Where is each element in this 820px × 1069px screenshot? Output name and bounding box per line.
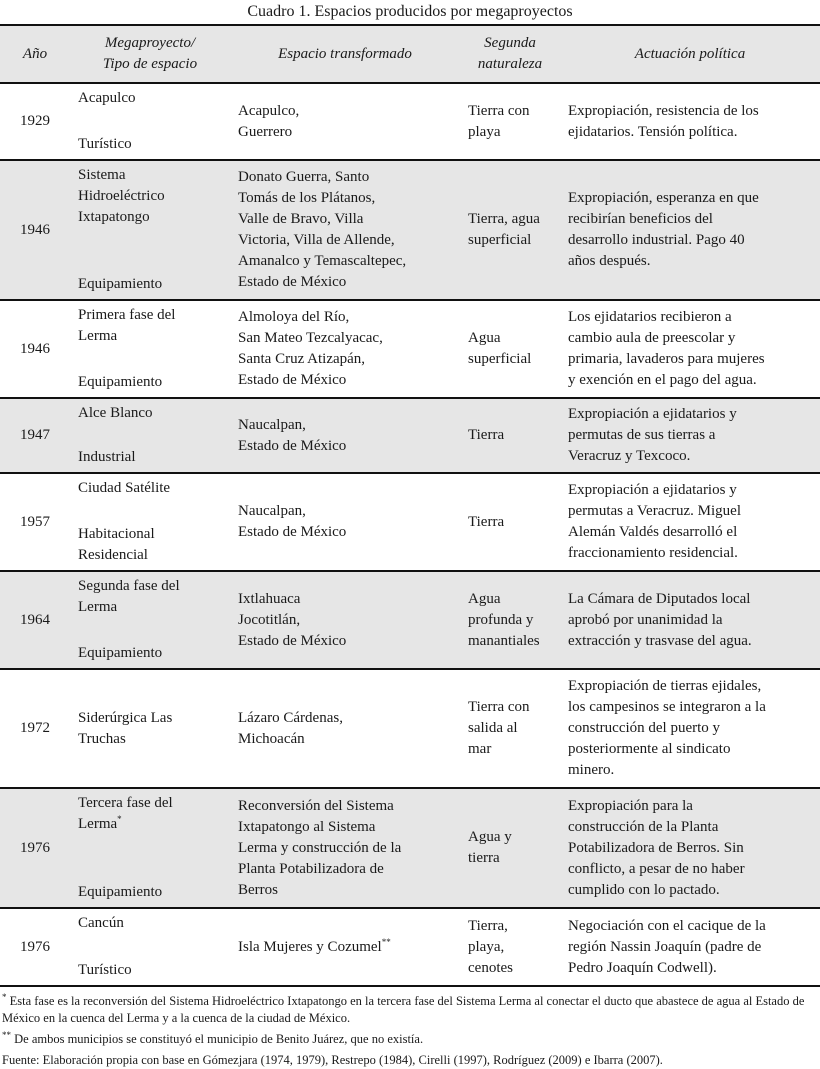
cell-megaproject xyxy=(70,160,230,300)
cell-space: Ixtlahuaca Jocotitlán, Estado de México xyxy=(230,571,460,669)
cell-megaproject xyxy=(70,571,230,669)
cell-space: Naucalpan, Estado de México xyxy=(230,473,460,571)
cell-megaproject xyxy=(70,300,230,398)
cell-space: Acapulco, Guerrero xyxy=(230,83,460,160)
cell-action: Expropiación a ejidatarios y permutas a Veracruz. Miguel Alemán Valdés desarrolló el fraccionamiento residencial. xyxy=(560,473,820,571)
footnote-mark: * xyxy=(117,814,122,824)
megaproject-stack xyxy=(78,674,224,783)
footnote xyxy=(2,1031,818,1048)
cell-space: Isla Mujeres y Cozumel** xyxy=(230,908,460,986)
footnote-text: De ambos municipios se constituyó el municipio de Benito Juárez, que no existía. xyxy=(14,1032,424,1046)
footnote-mark: ** xyxy=(2,1029,11,1040)
cell-space: Almoloya del Río, San Mateo Tezcalyacac, Santa Cruz Atizapán, Estado de México xyxy=(230,300,460,398)
cell-megaproject xyxy=(70,908,230,986)
cell-space: Naucalpan, Estado de México xyxy=(230,398,460,473)
table-row xyxy=(0,669,820,788)
megaproject-name: Tercera fase del Lerma* xyxy=(78,795,173,832)
footnote-mark: * xyxy=(2,991,7,1002)
cell-nature: Agua y tierra xyxy=(460,788,560,908)
space-type: Equipamiento xyxy=(78,276,163,292)
cell-nature: Tierra, playa, cenotes xyxy=(460,908,560,986)
table-row xyxy=(0,398,820,473)
cell-action: Expropiación, resistencia de los ejidatarios. Tensión política. xyxy=(560,83,820,160)
header-space: Espacio transformado xyxy=(230,25,460,83)
cell-megaproject xyxy=(70,473,230,571)
cell-nature: Agua superficial xyxy=(460,300,560,398)
cell-space: Reconversión del Sistema Ixtapatongo al Sistema Lerma y construcción de la Planta Potabilizadora de Berros xyxy=(230,788,460,908)
cell-year: 1947 xyxy=(0,398,70,473)
table-row xyxy=(0,908,820,986)
megaprojects-table xyxy=(0,24,820,987)
cell-action: Los ejidatarios recibieron a cambio aula de preescolar y primaria, lavaderos para mujeres y exención en el pago del agua. xyxy=(560,300,820,398)
footnote-text: Fuente: Elaboración propia con base en Gómezjara (1974, 1979), Restrepo (1984), Cirelli (1997), Rodríguez (2009) e Ibarra (2007). xyxy=(2,1053,663,1067)
cell-space: Lázaro Cárdenas, Michoacán xyxy=(230,669,460,788)
cell-action: Expropiación a ejidatarios y permutas de sus tierras a Veracruz y Texcoco. xyxy=(560,398,820,473)
cell-nature: Tierra xyxy=(460,473,560,571)
megaproject-name: Alce Blanco xyxy=(78,405,153,421)
table-title: Cuadro 1. Espacios producidos por megaproyectos xyxy=(247,3,573,20)
header-action: Actuación política xyxy=(560,25,820,83)
megaproject-stack xyxy=(78,403,224,468)
megaproject-stack xyxy=(78,165,224,295)
space-type: Equipamiento xyxy=(78,884,163,900)
table-row xyxy=(0,788,820,908)
table-body xyxy=(0,83,820,986)
megaproject-stack xyxy=(78,305,224,393)
megaproject-name: Segunda fase del Lerma xyxy=(78,578,180,615)
megaproject-stack xyxy=(78,576,224,664)
space-type: Equipamiento xyxy=(78,645,163,661)
megaproject-stack xyxy=(78,793,224,903)
table-row xyxy=(0,83,820,160)
megaproject-stack xyxy=(78,478,224,566)
cell-nature: Tierra, agua superficial xyxy=(460,160,560,300)
table-row xyxy=(0,473,820,571)
cell-megaproject xyxy=(70,83,230,160)
cell-action: Expropiación de tierras ejidales, los campesinos se integraron a la construcción del puerto y posteriormente al sindicato minero. xyxy=(560,669,820,788)
footnote-mark: ** xyxy=(381,936,391,947)
megaproject-name: Sistema Hidroeléctrico Ixtapatongo xyxy=(78,167,165,225)
space-type: Equipamiento xyxy=(78,374,163,390)
megaproject-name: Cancún xyxy=(78,915,124,931)
space-type: Turístico xyxy=(78,962,132,978)
megaproject-name: Ciudad Satélite xyxy=(78,480,171,496)
megaproject-name: Acapulco xyxy=(78,90,136,106)
cell-year: 1957 xyxy=(0,473,70,571)
cell-action: Expropiación, esperanza en que recibirían beneficios del desarrollo industrial. Pago 40 años después. xyxy=(560,160,820,300)
footnote-text: Esta fase es la reconversión del Sistema Hidroeléctrico Ixtapatongo en la tercera fase del Sistema Lerma al conectar el ducto que abastece de agua al Estado de México en la cuenca del Lerma y a la cuenca de la ciudad de México. xyxy=(2,994,805,1025)
header-nature: Segunda naturaleza xyxy=(460,25,560,83)
cell-year: 1946 xyxy=(0,300,70,398)
space-type: Turístico xyxy=(78,136,132,152)
cell-nature: Tierra xyxy=(460,398,560,473)
space-type: Industrial xyxy=(78,449,136,465)
megaproject-stack xyxy=(78,88,224,155)
cell-year: 1946 xyxy=(0,160,70,300)
megaproject-name: Primera fase del Lerma xyxy=(78,307,176,344)
cell-action: La Cámara de Diputados local aprobó por unanimidad la extracción y trasvase del agua. xyxy=(560,571,820,669)
cell-year: 1976 xyxy=(0,788,70,908)
table-row xyxy=(0,160,820,300)
footnotes xyxy=(0,987,820,1069)
megaproject-name: Siderúrgica Las Truchas xyxy=(78,709,173,747)
table-row xyxy=(0,571,820,669)
cell-megaproject xyxy=(70,398,230,473)
cell-year: 1972 xyxy=(0,669,70,788)
footnote xyxy=(2,993,818,1027)
cell-year: 1964 xyxy=(0,571,70,669)
cell-year: 1976 xyxy=(0,908,70,986)
table-row xyxy=(0,300,820,398)
cell-action: Expropiación para la construcción de la Planta Potabilizadora de Berros. Sin conflicto, a pesar de no haber cumplido con lo pactado. xyxy=(560,788,820,908)
header-megaproject: Megaproyecto/ Tipo de espacio xyxy=(70,25,230,83)
cell-action: Negociación con el cacique de la región Nassin Joaquín (padre de Pedro Joaquín Codwell). xyxy=(560,908,820,986)
cell-megaproject xyxy=(70,788,230,908)
cell-nature: Agua profunda y manantiales xyxy=(460,571,560,669)
megaproject-stack xyxy=(78,913,224,981)
cell-space: Donato Guerra, Santo Tomás de los Plátanos, Valle de Bravo, Villa Victoria, Villa de Allende, Amanalco y Temascaltepec, Estado de México xyxy=(230,160,460,300)
cell-year: 1929 xyxy=(0,83,70,160)
cell-megaproject xyxy=(70,669,230,788)
header-row xyxy=(0,25,820,83)
cell-nature: Tierra con playa xyxy=(460,83,560,160)
cell-nature: Tierra con salida al mar xyxy=(460,669,560,788)
space-type: Habitacional Residencial xyxy=(78,526,155,563)
header-year: Año xyxy=(0,25,70,83)
